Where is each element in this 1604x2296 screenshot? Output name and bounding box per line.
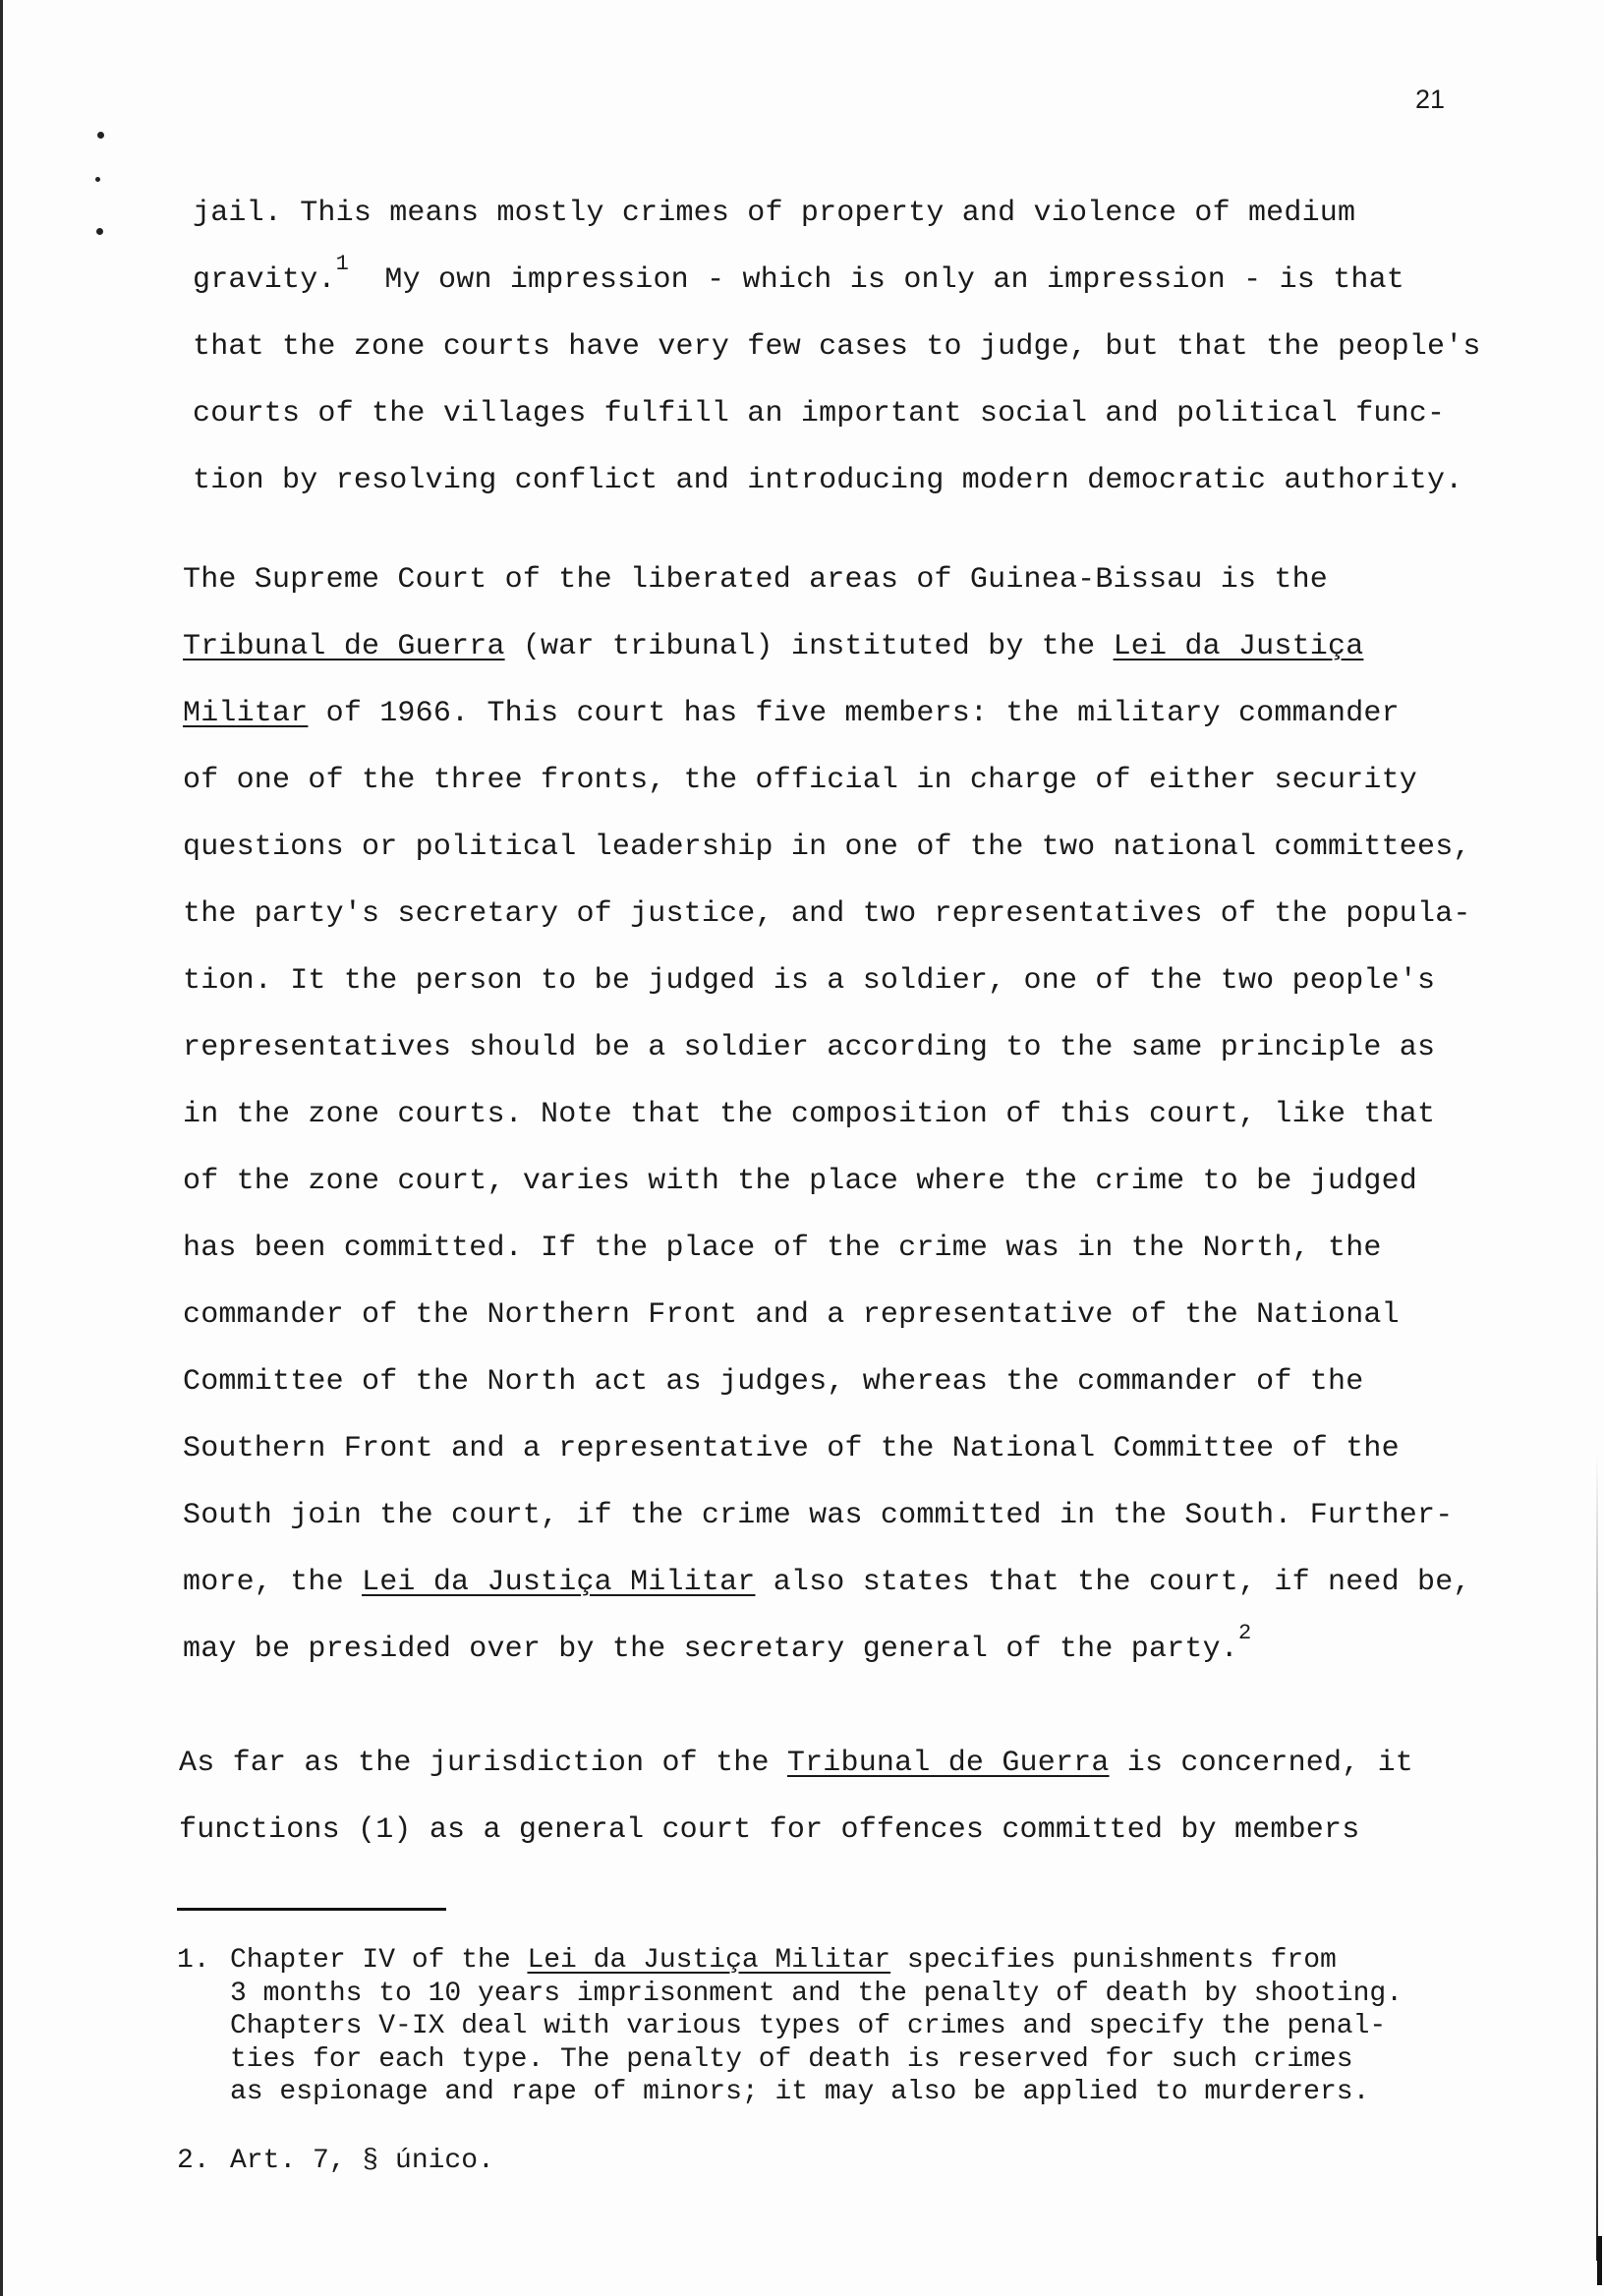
text-run: The Supreme Court of the liberated areas of Guinea-Bissau is the: [183, 563, 1328, 597]
underlined-term: Lei da Justiça Militar: [527, 1945, 891, 1976]
scan-speck: [97, 132, 104, 139]
footnote-line: [230, 2145, 494, 2178]
text-line: [183, 1549, 1471, 1616]
text-run: courts of the villages fulfill an important social and political func-: [193, 397, 1446, 430]
text-run: (war tribunal) instituted by the: [504, 630, 1114, 663]
text-line: [193, 314, 1481, 380]
text-run: My own impression - which is only an impression - is that: [349, 263, 1405, 297]
text-run: jail. This means mostly crimes of property and violence of medium: [193, 197, 1356, 230]
text-line: [183, 1349, 1471, 1415]
text-line: [193, 247, 1481, 314]
text-run: 3 months to 10 years imprisonment and the penalty of death by shooting.: [230, 1978, 1403, 2009]
text-run: is concerned, it: [1109, 1747, 1414, 1780]
paragraph-1: [193, 180, 1481, 514]
scan-left-edge: [0, 0, 3, 2296]
text-run: representatives should be a soldier according to the same principle as: [183, 1031, 1436, 1064]
footnote-item: [177, 2145, 1403, 2178]
scan-speck: [96, 228, 103, 235]
scan-right-mark: [1597, 2236, 1602, 2285]
footnote-reference: 2: [1237, 1621, 1252, 1645]
text-run: Chapters V-IX deal with various types of crimes and specify the penal-: [230, 2011, 1387, 2041]
text-line: [183, 747, 1471, 814]
text-run: also states that the court, if need be,: [755, 1566, 1471, 1599]
underlined-term: Tribunal de Guerra: [786, 1747, 1110, 1780]
text-line: [193, 380, 1481, 447]
text-run: that the zone courts have very few cases to judge, but that the people's: [193, 330, 1481, 364]
footnotes: [177, 1944, 1403, 2177]
footnote-reference: 1: [335, 252, 350, 276]
text-line: [183, 546, 1471, 613]
text-line: [183, 1014, 1471, 1081]
footnote-line: [230, 2043, 1403, 2077]
footnote-rule: [177, 1908, 446, 1911]
text-line: [183, 881, 1471, 947]
text-line: [179, 1730, 1413, 1797]
footnote-line: [230, 1944, 1403, 1978]
text-run: Committee of the North act as judges, whereas the commander of the: [183, 1365, 1364, 1399]
text-run: has been committed. If the place of the crime was in the North, the: [183, 1232, 1382, 1265]
text-line: [183, 1282, 1471, 1349]
text-run: tion. It the person to be judged is a soldier, one of the two people's: [183, 964, 1436, 998]
text-run: more, the: [183, 1566, 363, 1599]
text-line: [183, 613, 1471, 680]
scan-right-edge: [1596, 1455, 1598, 2261]
text-line: [193, 447, 1481, 514]
text-line: [183, 947, 1471, 1014]
footnote-item: [177, 1944, 1403, 2109]
footnote-number: 2.: [177, 2145, 210, 2176]
text-line: [183, 1482, 1471, 1549]
text-line: [193, 180, 1481, 247]
footnote-line: [230, 2010, 1403, 2043]
text-line: [183, 1616, 1471, 1683]
footnote-text: [230, 1944, 1403, 2109]
text-run: tion by resolving conflict and introducing modern democratic authority.: [193, 464, 1463, 497]
underlined-term: Tribunal de Guerra: [183, 630, 505, 663]
underlined-term: Lei da Justiça Militar: [362, 1566, 756, 1599]
text-run: questions or political leadership in one of the two national committees,: [183, 831, 1471, 864]
text-run: of 1966. This court has five members: the military commander: [308, 697, 1400, 730]
text-line: [183, 814, 1471, 881]
text-run: functions (1) as a general court for offences committed by members: [179, 1813, 1360, 1847]
text-run: specifies punishments from: [890, 1945, 1337, 1976]
text-run: Art. 7, § único.: [230, 2145, 494, 2176]
text-run: South join the court, if the crime was committed in the South. Further-: [183, 1499, 1454, 1532]
text-run: of the zone court, varies with the place where the crime to be judged: [183, 1165, 1418, 1198]
text-run: gravity.: [193, 263, 336, 297]
text-run: as espionage and rape of minors; it may also be applied to murderers.: [230, 2077, 1370, 2107]
text-line: [183, 680, 1471, 747]
page-number: 21: [1415, 85, 1446, 114]
scan-speck: [95, 177, 100, 182]
text-line: [183, 1081, 1471, 1148]
text-run: As far as the jurisdiction of the: [179, 1747, 787, 1780]
text-line: [183, 1215, 1471, 1282]
underlined-term: Lei da Justiça: [1113, 630, 1364, 663]
text-run: ties for each type. The penalty of death is reserved for such crimes: [230, 2043, 1353, 2075]
footnote-text: [230, 2145, 494, 2178]
paragraph-2: [183, 546, 1471, 1683]
text-run: may be presided over by the secretary general of the party.: [183, 1633, 1238, 1666]
text-run: Chapter IV of the: [230, 1945, 528, 1976]
text-run: Southern Front and a representative of the National Committee of the: [183, 1432, 1400, 1465]
footnote-line: [230, 2076, 1403, 2109]
text-run: the party's secretary of justice, and two representatives of the popula-: [183, 897, 1471, 931]
text-line: [179, 1797, 1413, 1864]
text-run: commander of the Northern Front and a representative of the National: [183, 1298, 1400, 1332]
text-line: [183, 1148, 1471, 1215]
text-run: of one of the three fronts, the official in charge of either security: [183, 764, 1418, 797]
footnote-line: [230, 1978, 1403, 2011]
paragraph-3: [179, 1730, 1413, 1864]
text-line: [183, 1415, 1471, 1482]
footnote-number: 1.: [177, 1945, 210, 1976]
underlined-term: Militar: [183, 697, 309, 730]
text-run: in the zone courts. Note that the composition of this court, like that: [183, 1098, 1436, 1131]
